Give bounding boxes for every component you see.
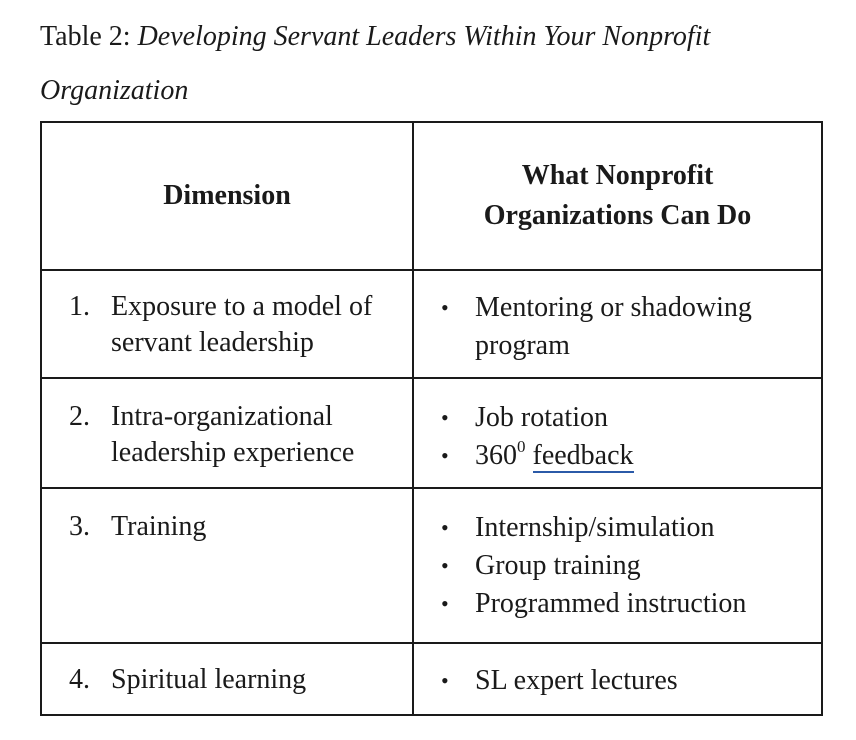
bullet-icon: •	[441, 295, 449, 320]
dimension-text: Training	[111, 511, 207, 542]
action-text: SL expert lectures	[475, 665, 678, 696]
table-row	[41, 378, 822, 488]
numbered-item	[42, 271, 412, 361]
caption-title: Developing Servant Leaders Within Your Nonprofit Organization	[40, 21, 711, 106]
actions-cell	[413, 643, 822, 715]
header-actions-text: What Nonprofit Organizations Can Do	[483, 160, 752, 231]
actions-cell	[413, 270, 822, 378]
list-item	[441, 399, 811, 437]
action-text: Internship/simulation	[475, 512, 715, 543]
table-caption	[40, 10, 830, 118]
actions-cell	[413, 378, 822, 488]
dimension-text: Spiritual learning	[111, 664, 307, 695]
header-dimension: Dimension	[41, 122, 413, 270]
bullet-icon: •	[441, 668, 449, 693]
dimension-cell	[41, 270, 413, 378]
bullet-icon: •	[441, 443, 449, 468]
bullet-icon: •	[441, 405, 449, 430]
list-item	[441, 437, 811, 475]
item-number: 3.	[69, 511, 90, 542]
item-number: 4.	[69, 664, 90, 695]
table-row	[41, 270, 822, 378]
action-list	[414, 271, 821, 365]
action-text: Mentoring or shadowing program	[475, 292, 752, 361]
dimension-text: Intra-organizational leadership experience	[111, 401, 355, 468]
numbered-item	[42, 644, 412, 698]
action-text: Group training	[475, 550, 641, 581]
header-actions	[413, 122, 822, 270]
bullet-icon: •	[441, 591, 449, 616]
caption-prefix: Table 2:	[40, 21, 138, 52]
servant-leaders-table	[40, 121, 823, 716]
table-row	[41, 488, 822, 643]
header-row	[41, 122, 822, 270]
item-number: 1.	[69, 291, 90, 322]
list-item	[441, 585, 811, 623]
list-item	[441, 289, 811, 365]
feedback-degree-number: 360	[475, 440, 517, 471]
feedback-link[interactable]: feedback	[532, 440, 634, 471]
action-text	[475, 437, 811, 475]
action-list	[414, 489, 821, 623]
actions-cell	[413, 488, 822, 643]
action-list	[414, 644, 821, 700]
bullet-icon: •	[441, 515, 449, 540]
item-number: 2.	[69, 401, 90, 432]
feedback-superscript: 0	[517, 437, 526, 456]
dimension-cell	[41, 378, 413, 488]
list-item	[441, 547, 811, 585]
action-text: Programmed instruction	[475, 588, 747, 619]
bullet-icon: •	[441, 553, 449, 578]
dimension-cell	[41, 488, 413, 643]
action-list	[414, 379, 821, 475]
list-item	[441, 662, 811, 700]
list-item	[441, 509, 811, 547]
table-row	[41, 643, 822, 715]
dimension-cell	[41, 643, 413, 715]
action-text: Job rotation	[475, 402, 608, 433]
numbered-item	[42, 379, 412, 471]
dimension-text: Exposure to a model of servant leadership	[111, 291, 373, 358]
numbered-item	[42, 489, 412, 545]
